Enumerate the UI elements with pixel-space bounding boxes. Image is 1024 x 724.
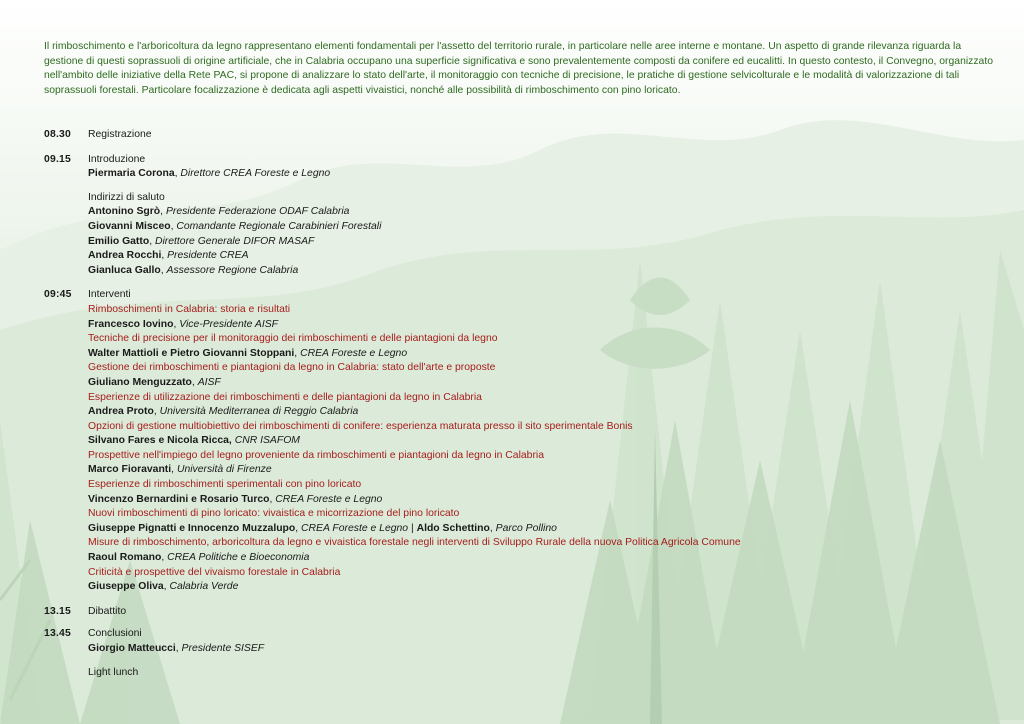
speaker-name: Emilio Gatto <box>88 235 150 247</box>
speaker-name: Giovanni Misceo <box>88 220 171 232</box>
talk-topic: Tecniche di precisione per il monitoraggio dei rimboschimenti e delle piantagioni da legno <box>88 333 498 345</box>
speaker-role: CREA Foreste e Legno <box>275 493 383 505</box>
speaker-role: Parco Pollino <box>495 522 557 534</box>
registration-block <box>44 128 984 143</box>
speaker-line <box>88 434 984 449</box>
speaker-role: Università Mediterranea di Reggio Calabria <box>159 406 359 418</box>
time-label: 13.15 <box>44 605 72 617</box>
speaker-role: Comandante Regionale Carabinieri Forestali <box>176 220 382 232</box>
time-label: 08.30 <box>44 129 72 140</box>
session-title: Interventi <box>88 289 131 301</box>
speaker-role: AISF <box>197 376 221 388</box>
speaker-line: Andrea Proto, Università Mediterranea di Reggio Calabria <box>88 406 359 418</box>
speaker-role: CREA Politiche e Bioeconomia <box>167 552 310 564</box>
speaker-line: Giorgio Matteucci, Presidente SISEF <box>88 643 265 654</box>
speaker-name: Andrea Proto <box>88 406 154 418</box>
speaker-name: Vincenzo Bernardini e Rosario Turco <box>88 493 270 505</box>
speaker-role: Presidente SISEF <box>181 643 265 654</box>
speaker-name: Aldo Schettino <box>416 522 490 534</box>
speaker-role: Direttore CREA Foreste e Legno <box>180 168 331 180</box>
speaker-role: CREA Foreste e Legno <box>300 347 408 359</box>
speaker-role: Presidente Federazione ODAF Calabria <box>165 206 350 218</box>
speaker-role: Presidente CREA <box>167 250 249 262</box>
speaker-line: Marco Fioravanti, Università di Firenze <box>88 464 272 476</box>
speaker-line: Raoul Romano, CREA Politiche e Bioeconomia <box>88 552 310 564</box>
talk-topic: Rimboschimenti in Calabria: storia e risultati <box>88 303 291 315</box>
talk-topic: Esperienze di rimboschimenti sperimentali con pino loricato <box>88 479 362 491</box>
speaker-name: Giuseppe Oliva <box>88 581 164 593</box>
talk-topic: Criticità e prospettive del vivaismo forestale in Calabria <box>88 566 341 578</box>
speaker-line: Giuliano Menguzzato, AISF <box>88 376 221 388</box>
speaker-name: Piermaria Corona <box>88 168 175 180</box>
session-title: Dibattito <box>88 605 127 617</box>
time-label: 13.45 <box>44 628 72 640</box>
speaker-name: Giorgio Matteucci <box>88 643 176 654</box>
speaker-name: Marco Fioravanti <box>88 464 172 476</box>
speaker-role: Vice-Presidente AISF <box>179 318 279 330</box>
talk-topic: Nuovi rimboschimenti di pino loricato: vivaistica e micorrizazione del pino loricato <box>88 508 460 520</box>
speaker-role: Direttore Generale DIFOR MASAF <box>154 235 315 247</box>
speaker-line: Giuseppe Pignatti e Innocenzo Muzzalupo, CREA Foreste e Legno | Aldo Schettino, Parco Pollino <box>88 522 557 534</box>
speaker-name: Francesco Iovino <box>88 318 174 330</box>
session-title: Introduzione <box>88 153 146 165</box>
speaker-role: Università di Firenze <box>176 464 272 476</box>
talk-topic: Esperienze di utilizzazione dei rimboschimenti e delle piantagioni da legno in Calabria <box>88 391 482 403</box>
introduction-block <box>44 153 984 279</box>
talk-topic: Gestione dei rimboschimenti e piantagioni da legno in Calabria: stato dell'arte e proposte <box>88 362 496 374</box>
speaker-name: Silvano Fares e Nicola Ricca, <box>88 435 232 447</box>
time-label: 09.15 <box>44 153 72 165</box>
talk-topic: Misure di rimboschimento, arboricoltura da legno e vivaistica forestale negli interventi di Sviluppo Rurale della nuova Politica Agricola Comune <box>88 537 741 549</box>
speaker-line: Vincenzo Bernardini e Rosario Turco, CREA Foreste e Legno <box>88 493 383 505</box>
speaker-line: Giovanni Misceo, Comandante Regionale Carabinieri Forestali <box>88 220 382 232</box>
session-title: Registrazione <box>88 129 152 140</box>
greetings-title: Indirizzi di saluto <box>88 191 165 203</box>
time-label: 09:45 <box>44 289 72 301</box>
speaker-role: CNR ISAFOM <box>234 435 300 447</box>
conclusions-block <box>44 627 984 680</box>
talk-topic: Opzioni di gestione multiobiettivo dei rimboschimenti di conifere: esperienza maturata presso il sito sperimentale Bonis <box>88 420 633 432</box>
talk-topic: Prospettive nell'impiego del legno proveniente da rimboschimenti e piantagioni da legno in Calabria <box>88 449 544 461</box>
speaker-line: Emilio Gatto, Direttore Generale DIFOR MASAF <box>88 235 315 247</box>
speaker-name: Walter Mattioli e Pietro Giovanni Stoppani <box>88 347 295 359</box>
program-schedule <box>44 128 984 690</box>
speaker-line: Francesco Iovino, Vice-Presidente AISF <box>88 318 279 330</box>
debate-block <box>44 605 984 620</box>
speaker-name: Gianluca Gallo <box>88 264 161 276</box>
speaker-line: Giuseppe Oliva, Calabria Verde <box>88 581 239 593</box>
speaker-name: Giuliano Menguzzato <box>88 376 192 388</box>
speaker-line: Gianluca Gallo, Assessore Regione Calabria <box>88 264 299 276</box>
speaker-name: Antonino Sgrò <box>88 206 161 218</box>
speaker-line: Andrea Rocchi, Presidente CREA <box>88 250 249 262</box>
speaker-role: CREA Foreste e Legno <box>301 522 409 534</box>
intro-paragraph: Il rimboschimento e l'arboricoltura da legno rappresentano elementi fondamentali per l'assetto del territorio rurale, in particolare nelle aree interne e montane. Un aspetto di grande rilevanza riguarda la gestione di questi soprassuoli di origine artificiale, che in Calabria occupano una superficie significativa e sono prevalentemente composti da conifere ed eucalitti. In questo contesto, il Convegno, organizzato nell'ambito delle iniziative della Rete PAC, si propone di analizzare lo stato dell'arte, il monitoraggio con tecniche di precisione, le pratiche di gestione selvicolturale e le modalità di valorizzazione di tali soprassuoli forestali. Particolare focalizzazione è dedicata agli aspetti vivaistici, nonché alle possibilità di rimboschimento con pino loricato. <box>44 41 993 96</box>
talks-block <box>44 288 984 594</box>
speaker-name: Giuseppe Pignatti e Innocenzo Muzzalupo <box>88 522 296 534</box>
speaker-role: Calabria Verde <box>169 581 239 593</box>
speaker-name: Andrea Rocchi <box>88 250 162 262</box>
speaker-name: Raoul Romano <box>88 552 162 564</box>
speaker-line: Antonino Sgrò, Presidente Federazione ODAF Calabria <box>88 206 350 218</box>
speaker-line: Piermaria Corona, Direttore CREA Foreste e Legno <box>88 168 331 180</box>
speaker-role: Assessore Regione Calabria <box>166 264 299 276</box>
session-title: Conclusioni <box>88 628 142 640</box>
light-lunch: Light lunch <box>88 666 139 678</box>
speaker-line: Walter Mattioli e Pietro Giovanni Stoppani, CREA Foreste e Legno <box>88 347 408 359</box>
